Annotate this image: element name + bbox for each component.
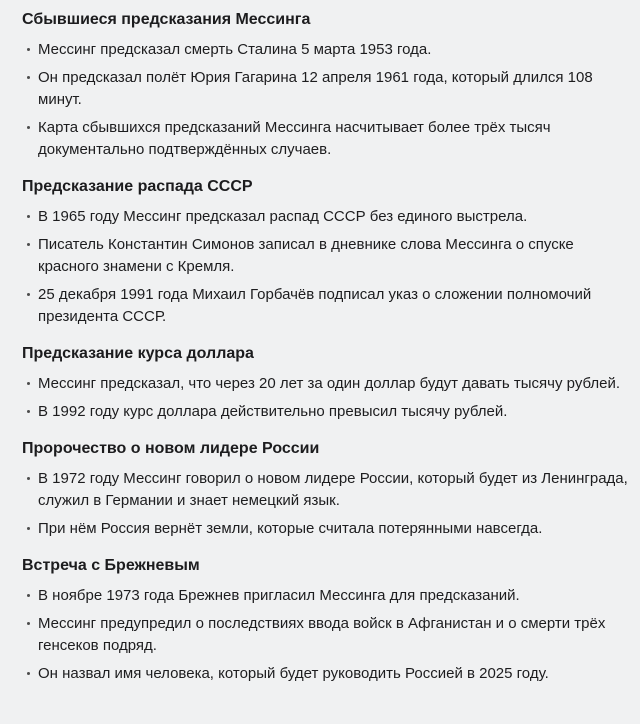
prediction-item [22, 613, 636, 657]
bullet-icon [27, 293, 30, 296]
prediction-item [22, 117, 636, 161]
prediction-text: В 1992 году курс доллара действительно превысил тысячу рублей. [38, 403, 508, 420]
bullet-icon [27, 126, 30, 129]
prediction-text: В 1972 году Мессинг говорил о новом лидере России, который будет из Ленинграда, служил в Германии и знает немецкий язык. [38, 470, 628, 509]
section-heading: Предсказание курса доллара [22, 345, 254, 362]
prediction-text: Мессинг предупредил о последствиях ввода войск в Афганистан и о смерти трёх генсеков подряд. [38, 615, 606, 654]
bullet-list [22, 206, 636, 328]
bullet-icon [27, 477, 30, 480]
prediction-text: Он предсказал полёт Юрия Гагарина 12 апреля 1961 года, который длился 108 минут. [38, 69, 593, 108]
prediction-item [22, 585, 636, 607]
prediction-text: Карта сбывшихся предсказаний Мессинга насчитывает более трёх тысяч документально подтверждённых случаев. [38, 119, 551, 158]
prediction-section [22, 556, 636, 685]
section-heading: Встреча с Брежневым [22, 557, 200, 574]
section-heading: Пророчество о новом лидере России [22, 440, 320, 457]
bullet-icon [27, 527, 30, 530]
section-heading: Сбывшиеся предсказания Мессинга [22, 11, 311, 28]
prediction-section [22, 10, 636, 161]
prediction-item [22, 234, 636, 278]
prediction-text: Он назвал имя человека, который будет руководить Россией в 2025 году. [38, 665, 549, 682]
bullet-list [22, 373, 636, 423]
prediction-item [22, 206, 636, 228]
bullet-icon [27, 215, 30, 218]
bullet-icon [27, 672, 30, 675]
prediction-item [22, 373, 636, 395]
prediction-text: В 1965 году Мессинг предсказал распад СССР без единого выстрела. [38, 208, 528, 225]
prediction-item [22, 468, 636, 512]
prediction-item [22, 67, 636, 111]
prediction-item [22, 663, 636, 685]
prediction-text: Писатель Константин Симонов записал в дневнике слова Мессинга о спуске красного знамени с Кремля. [38, 236, 574, 275]
prediction-item [22, 284, 636, 328]
section-heading: Предсказание распада СССР [22, 178, 253, 195]
prediction-text: 25 декабря 1991 года Михаил Горбачёв подписал указ о сложении полномочий президента СССР. [38, 286, 592, 325]
bullet-icon [27, 48, 30, 51]
bullet-list [22, 585, 636, 685]
prediction-item [22, 518, 636, 540]
bullet-icon [27, 382, 30, 385]
prediction-text: Мессинг предсказал смерть Сталина 5 марта 1953 года. [38, 41, 432, 58]
bullet-icon [27, 410, 30, 413]
bullet-icon [27, 594, 30, 597]
prediction-text: В ноябре 1973 года Брежнев пригласил Мессинга для предсказаний. [38, 587, 520, 604]
prediction-item [22, 401, 636, 423]
bullet-list [22, 39, 636, 161]
bullet-icon [27, 622, 30, 625]
prediction-section [22, 177, 636, 328]
prediction-text: При нём Россия вернёт земли, которые считала потерянными навсегда. [38, 520, 543, 537]
bullet-icon [27, 76, 30, 79]
predictions-document [22, 10, 636, 685]
prediction-section [22, 439, 636, 540]
prediction-item [22, 39, 636, 61]
bullet-list [22, 468, 636, 540]
prediction-section [22, 344, 636, 423]
bullet-icon [27, 243, 30, 246]
prediction-text: Мессинг предсказал, что через 20 лет за один доллар будут давать тысячу рублей. [38, 375, 621, 392]
